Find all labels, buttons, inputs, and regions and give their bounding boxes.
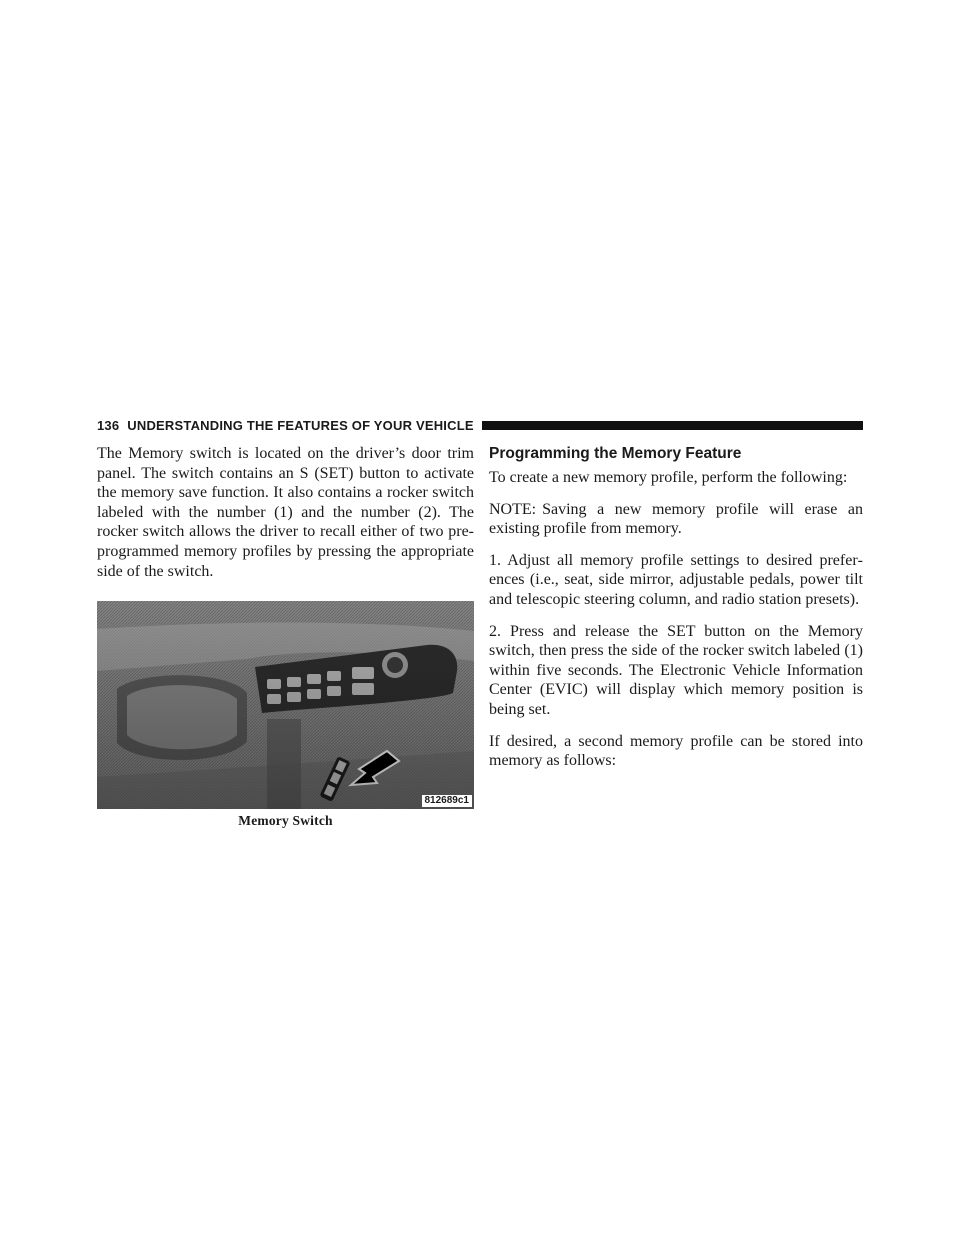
figure-code: 812689c1 <box>422 795 473 807</box>
door-trim-photo <box>97 601 474 809</box>
page-header <box>97 416 863 434</box>
door-trim-illustration <box>97 601 474 809</box>
step-2: 2. Press and release the SET button on the Memory switch, then press the side of the rocker switch labeled (1) within five seconds. The Electronic Vehicle Information Center (EVIC) will display which memory position is being set. <box>489 622 863 718</box>
note-text: Saving a new memory profile will erase an existing profile from memory. <box>489 500 863 538</box>
programming-intro: To create a new memory profile, perform the following: <box>489 469 848 486</box>
left-column <box>97 444 474 830</box>
header-rule <box>482 421 863 430</box>
page-number: 136 <box>97 417 120 433</box>
memory-switch-figure <box>97 601 474 830</box>
step-1: 1. Adjust all memory profile settings to desired preferences (i.e., seat, side mirror, adjustable pedals, power tilt and telescopic steering column, and radio station presets). <box>489 551 863 608</box>
note-label: NOTE: <box>489 500 537 518</box>
right-column <box>489 444 863 771</box>
note-paragraph <box>489 500 863 539</box>
memory-switch-description: The Memory switch is located on the driver’s door trim panel. The switch contains an S (SET) button to activate the memory save function. It also contains a rocker switch labeled with the number (1) and the number (2). The rocker switch allows the driver to recall either of two pre-programmed memory profiles by pressing the appropriate side of the switch. <box>97 445 474 580</box>
figure-caption: Memory Switch <box>238 813 333 829</box>
section-title: UNDERSTANDING THE FEATURES OF YOUR VEHICLE <box>127 417 474 433</box>
second-profile-text: If desired, a second memory profile can be stored into memory as follows: <box>489 732 863 770</box>
section-heading: Programming the Memory Feature <box>489 445 742 462</box>
